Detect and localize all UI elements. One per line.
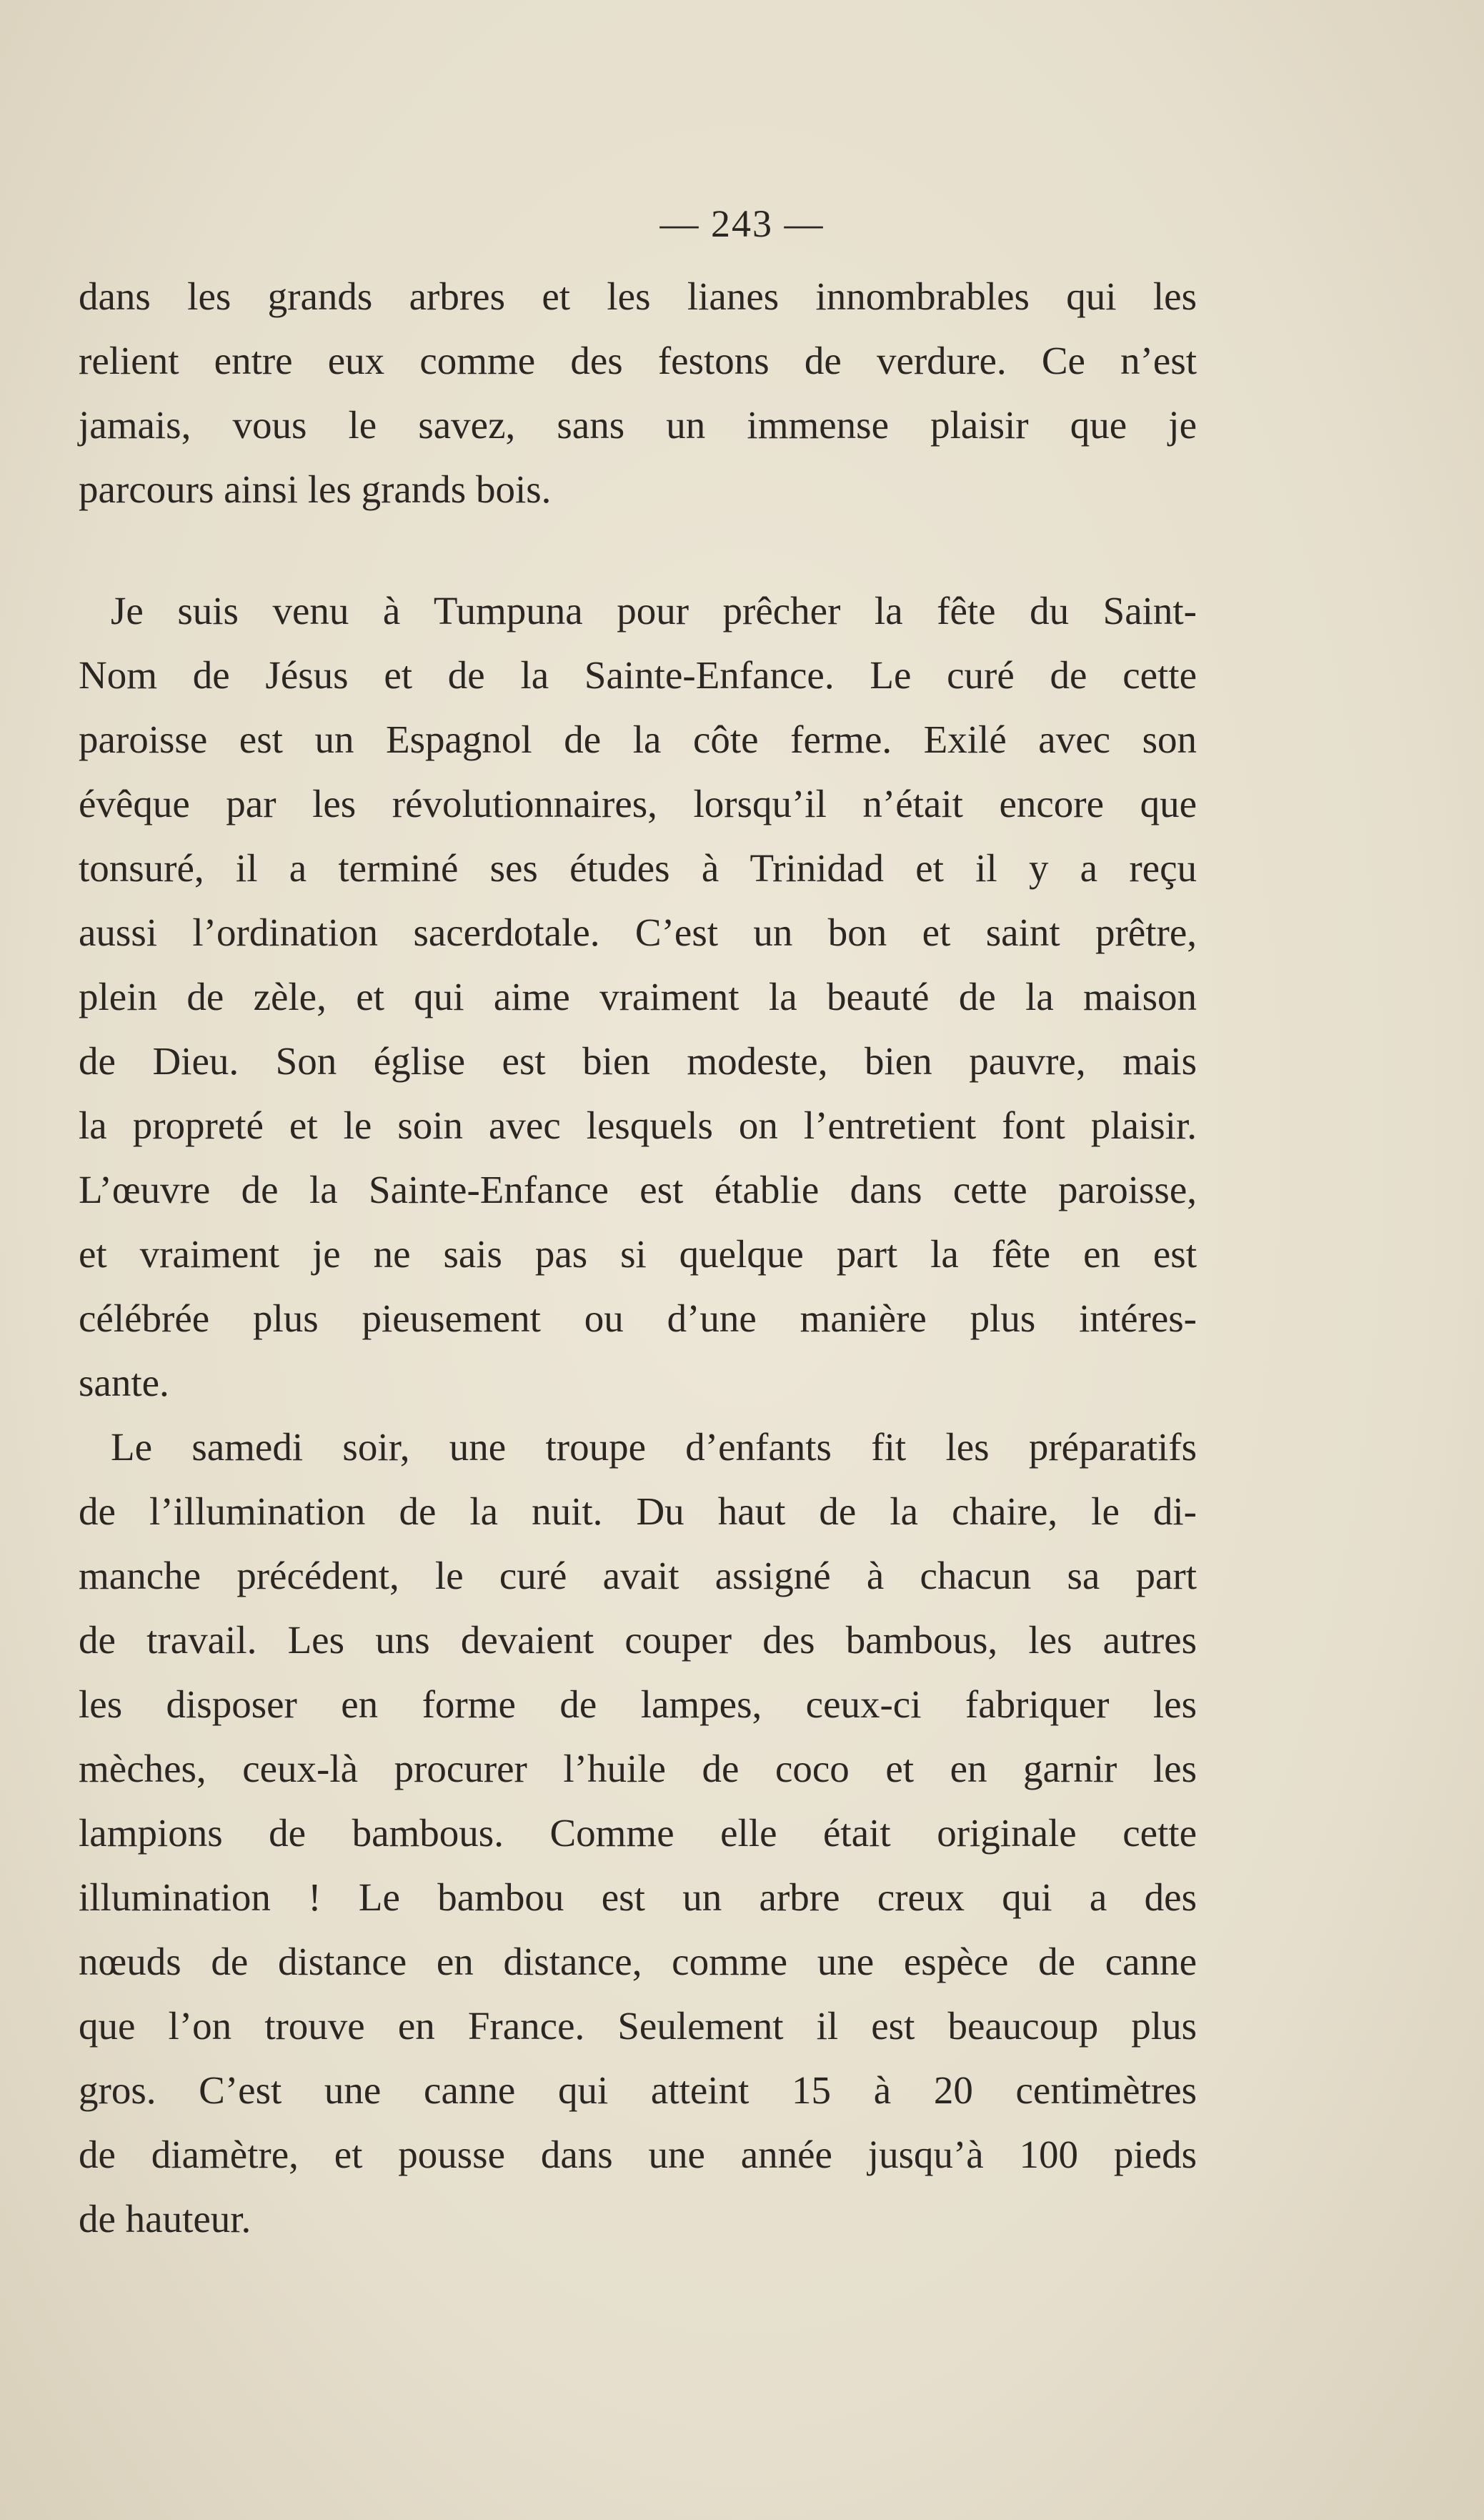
text-line: nœuds de distance en distance, comme une espèce de canne bbox=[79, 1940, 1197, 1983]
text-line: et vraiment je ne sais pas si quelque part la fête en est bbox=[79, 1232, 1197, 1276]
text-line: de hauteur. bbox=[79, 2197, 252, 2241]
paragraph-gap bbox=[79, 522, 1197, 579]
text-line: de Dieu. Son église est bien modeste, bien pauvre, mais bbox=[79, 1039, 1197, 1083]
text-line: Nom de Jésus et de la Sainte-Enfance. Le curé de cette bbox=[79, 653, 1197, 697]
text-line: relient entre eux comme des festons de verdure. Ce n’est bbox=[79, 339, 1197, 382]
text-line: dans les grands arbres et les lianes innombrables qui les bbox=[79, 274, 1197, 318]
text-line: les disposer en forme de lampes, ceux-ci fabriquer les bbox=[79, 1682, 1197, 1726]
text-line: évêque par les révolutionnaires, lorsqu’il n’était encore que bbox=[79, 782, 1197, 825]
text-line: de diamètre, et pousse dans une année jusqu’à 100 pieds bbox=[79, 2133, 1197, 2176]
text-line: tonsuré, il a terminé ses études à Trinidad et il y a reçu bbox=[79, 846, 1197, 890]
text-line: la propreté et le soin avec lesquels on l’entretient font plaisir. bbox=[79, 1103, 1197, 1147]
text-line: paroisse est un Espagnol de la côte ferme. Exilé avec son bbox=[79, 718, 1197, 761]
text-line: célébrée plus pieusement ou d’une manière plus intéres- bbox=[79, 1296, 1197, 1340]
text-line: manche précédent, le curé avait assigné à chacun sa part bbox=[79, 1554, 1197, 1597]
body-text bbox=[79, 264, 1197, 2251]
paragraph bbox=[79, 579, 1197, 1415]
text-line: que l’on trouve en France. Seulement il est beaucoup plus bbox=[79, 2004, 1197, 2048]
text-line: Je suis venu à Tumpuna pour prêcher la fête du Saint- bbox=[111, 589, 1197, 633]
paragraph bbox=[79, 264, 1197, 522]
text-line: parcours ainsi les grands bois. bbox=[79, 467, 552, 511]
text-line: gros. C’est une canne qui atteint 15 à 20 centimètres bbox=[79, 2068, 1197, 2112]
text-line: sante. bbox=[79, 1361, 169, 1404]
text-line: Le samedi soir, une troupe d’enfants fit les préparatifs bbox=[111, 1425, 1197, 1469]
text-line: illumination ! Le bambou est un arbre creux qui a des bbox=[79, 1875, 1197, 1919]
text-line: lampions de bambous. Comme elle était originale cette bbox=[79, 1811, 1197, 1855]
text-line: mèches, ceux-là procurer l’huile de coco et en garnir les bbox=[79, 1747, 1197, 1790]
text-line: de travail. Les uns devaient couper des bambous, les autres bbox=[79, 1618, 1197, 1662]
page-number: — 243 — bbox=[659, 202, 825, 245]
text-line: aussi l’ordination sacerdotale. C’est un bon et saint prêtre, bbox=[79, 911, 1197, 954]
text-line: plein de zèle, et qui aime vraiment la beauté de la maison bbox=[79, 975, 1197, 1018]
text-line: L’œuvre de la Sainte-Enfance est établie dans cette paroisse, bbox=[79, 1168, 1197, 1211]
text-line: jamais, vous le savez, sans un immense plaisir que je bbox=[79, 403, 1197, 447]
text-line: de l’illumination de la nuit. Du haut de la chaire, le di- bbox=[79, 1489, 1197, 1533]
paragraph bbox=[79, 1415, 1197, 2251]
